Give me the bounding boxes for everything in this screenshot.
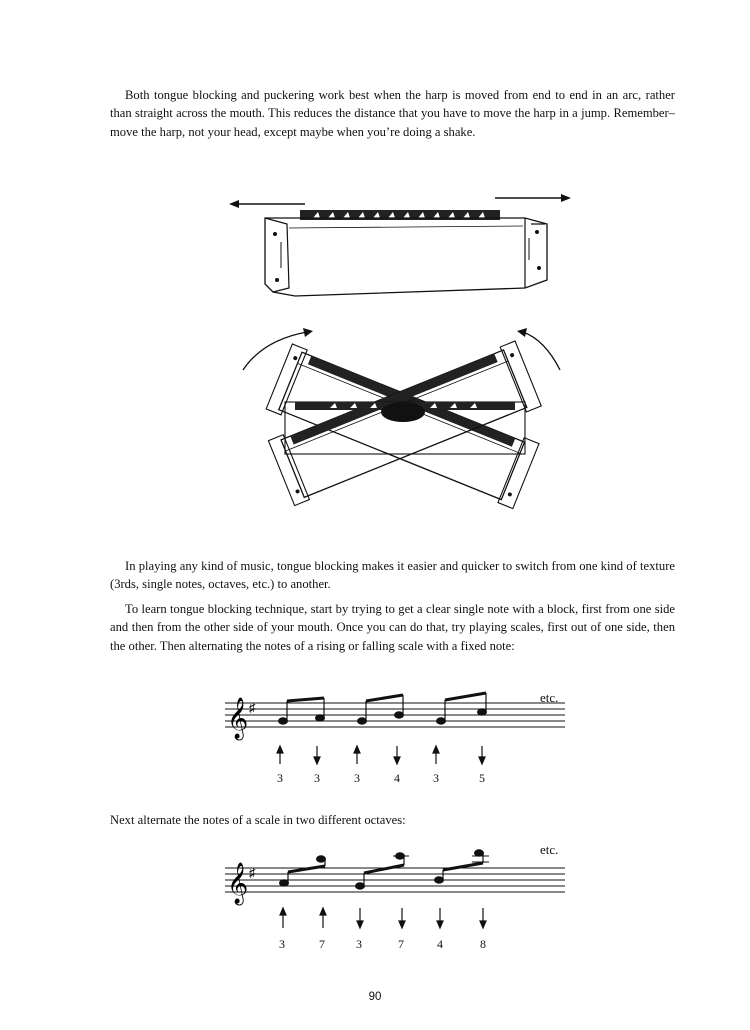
harmonica-arc-figure	[235, 322, 575, 542]
hole-number: 7	[398, 937, 404, 951]
hole-number: 3	[277, 771, 283, 785]
hole-number: 3	[314, 771, 320, 785]
hole-number: 4	[437, 937, 443, 951]
hole-number: 4	[394, 771, 400, 785]
etc-label: etc.	[540, 842, 559, 857]
paragraph-texture: In playing any kind of music, tongue blocking makes it easier and quicker to switch from one kind of texture (3rds, single notes, octaves, etc.) to another.	[110, 559, 675, 592]
harmonica-straight-figure	[225, 188, 575, 308]
etc-label: etc.	[540, 690, 559, 705]
paragraph-arc-movement: Both tongue blocking and puckering work best when the harp is moved from end to end in an arc, rather than straight across the mouth. This reduces the distance that you have to move the harp in a jump. Remember–move the harp, not your head, except maybe when you’re doing a shake.	[110, 88, 675, 139]
sharp-sign-icon: ♯	[249, 700, 256, 715]
hole-number: 3	[279, 937, 285, 951]
treble-clef-icon: 𝄞	[227, 863, 249, 903]
hole-number: 3	[356, 937, 362, 951]
paragraph-technique: To learn tongue blocking technique, start by trying to get a clear single note with a block, first from one side and then from the other side of your mouth. Once you can do that, try playing scales, first out of one side, then the other. Then alternating the notes of a rising or falling scale with a fixed note:	[110, 602, 675, 653]
treble-clef-icon: 𝄞	[227, 698, 249, 738]
hole-number: 3	[433, 771, 439, 785]
page-number: 90	[368, 991, 382, 1003]
hole-number: 8	[480, 937, 486, 951]
sharp-sign-icon: ♯	[249, 865, 256, 880]
hole-number: 5	[479, 771, 485, 785]
hole-number: 7	[319, 937, 325, 951]
paragraph-octaves: Next alternate the notes of a scale in two different octaves:	[110, 813, 406, 827]
hole-number: 3	[354, 771, 360, 785]
